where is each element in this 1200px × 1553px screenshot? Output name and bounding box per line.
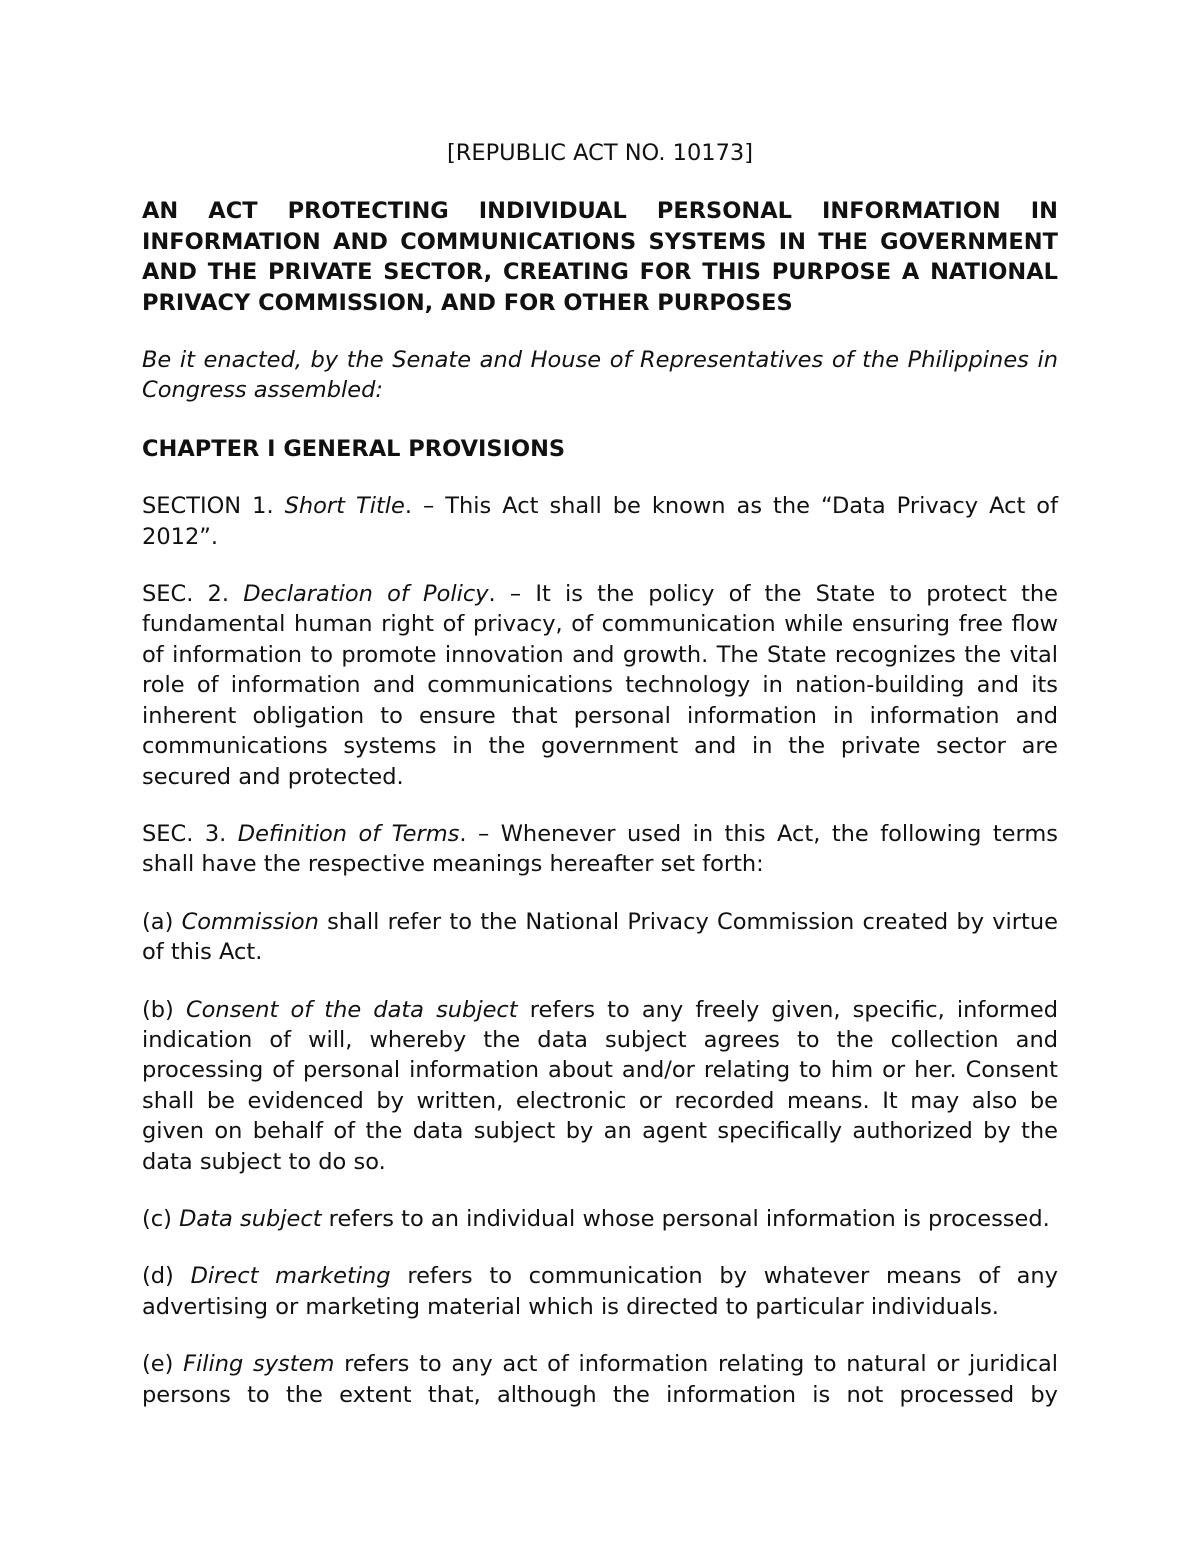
definition-e-filing-system: [142, 1349, 1058, 1410]
act-title: AN ACT PROTECTING INDIVIDUAL PERSONAL INFORMATION IN INFORMATION AND COMMUNICATIONS SYSTEMS IN THE GOVERNMENT AND THE PRIVATE SECTOR, CREATING FOR THIS PURPOSE A NATIONAL PRIVACY COMMISSION, AND FOR OTHER PURPOSES: [142, 198, 1058, 316]
definition-term: Commission: [181, 908, 319, 935]
document-page: [142, 138, 1058, 1410]
section-3-definition-of-terms: [142, 819, 1058, 880]
section-text: . – It is the policy of the State to protect the fundamental human right of privacy, of communication while ensuring free flow of information to promote innovation and growth. The State recognizes the vital role of information and communications technology in nation-building and its inherent obligation to ensure that personal information in information and communications systems in the government and in the private sector are secured and protected.: [142, 581, 1058, 790]
section-text: . – This Act shall be known as the “Data Privacy Act of 2012”.: [142, 493, 1058, 550]
section-number: SEC. 2.: [142, 581, 244, 608]
definition-letter: (a): [142, 908, 182, 935]
definition-term: Filing system: [183, 1351, 335, 1378]
section-number: SEC. 3.: [142, 820, 238, 847]
enacting-clause: Be it enacted, by the Senate and House of Representatives of the Philippines in Congress assembled:: [142, 347, 1058, 404]
definition-letter: (b): [142, 996, 186, 1023]
definition-letter: (c): [142, 1205, 180, 1232]
definition-c-data-subject: [142, 1204, 1058, 1234]
section-term: Declaration of Policy: [243, 581, 489, 608]
definition-text: shall refer to the National Privacy Commission created by virtue of this Act.: [142, 908, 1058, 966]
definition-letter: (d): [142, 1263, 191, 1290]
definition-text: refers to communication by whatever means of any advertising or marketing material which is directed to particular individuals.: [142, 1263, 1058, 1320]
republic-act-number: [REPUBLIC ACT NO. 10173]: [446, 140, 754, 166]
definition-letter: (e): [142, 1351, 184, 1378]
chapter-heading: CHAPTER I GENERAL PROVISIONS: [142, 435, 566, 462]
definition-text: refers to any act of information relating to natural or juridical persons to the extent that, although the information is not processed by: [142, 1351, 1058, 1408]
section-1-short-title: [142, 491, 1058, 552]
definition-term: Consent of the data subject: [185, 996, 518, 1023]
section-text: . – Whenever used in this Act, the following terms shall have the respective meanings hereafter set forth:: [142, 820, 1058, 878]
definition-text: refers to any freely given, specific, informed indication of will, whereby the data subject agrees to the collection and processing of personal information about and/or relating to him or her. Consent shall be evidenced by written, electronic or recorded means. It may also be given on behalf of the data subject by an agent specifically authorized by the data subject to do so.: [142, 996, 1058, 1175]
section-term: Short Title: [284, 493, 405, 520]
definition-text: refers to an individual whose personal information is processed.: [321, 1205, 1050, 1232]
section-term: Definition of Terms: [237, 820, 460, 847]
section-2-declaration-of-policy: [142, 579, 1058, 792]
definition-a-commission: [142, 907, 1058, 968]
definition-term: Direct marketing: [190, 1263, 391, 1290]
definition-b-consent: [142, 995, 1058, 1177]
definition-d-direct-marketing: [142, 1261, 1058, 1322]
definition-term: Data subject: [179, 1205, 322, 1232]
section-number: SECTION 1.: [142, 493, 285, 520]
